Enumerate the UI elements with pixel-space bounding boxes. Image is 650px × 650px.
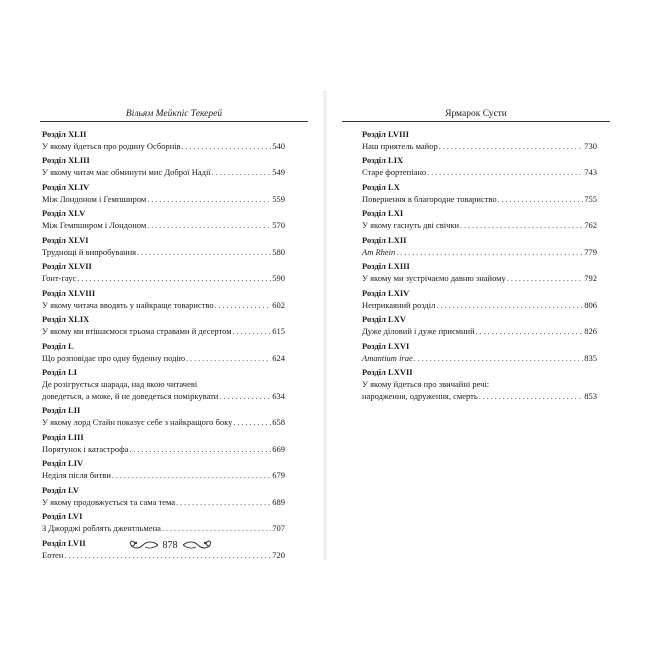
dot-leader xyxy=(129,443,271,456)
chapter-description xyxy=(42,325,285,338)
chapter-description xyxy=(42,219,285,232)
toc-entry xyxy=(362,287,597,312)
chapter-description-text: Старе фортепіано xyxy=(362,167,427,178)
toc-entry xyxy=(362,234,597,259)
chapter-description xyxy=(42,443,285,456)
dot-leader xyxy=(498,193,584,206)
dot-leader xyxy=(427,166,583,179)
chapter-description-text: Неприкаяний розділ xyxy=(362,299,436,310)
right-header-rule xyxy=(342,121,610,122)
chapter-title: Розділ LXVI xyxy=(362,340,410,351)
dot-leader xyxy=(396,246,583,259)
chapter-page-number: 549 xyxy=(272,167,285,178)
chapter-description xyxy=(362,299,597,312)
chapter-page-number: 835 xyxy=(584,352,597,363)
chapter-description-text: У якому лорд Стайн показує себе з найкращого боку xyxy=(42,417,233,428)
chapter-page-number: 602 xyxy=(272,299,285,310)
toc-entry xyxy=(362,260,597,285)
toc-entry xyxy=(42,287,285,312)
toc-entry xyxy=(42,207,285,232)
dot-leader xyxy=(176,496,271,509)
chapter-page-number: 669 xyxy=(272,443,285,454)
chapter-description-text: доведеться, а може, й не доведеться поміркувати xyxy=(42,390,219,401)
chapter-title: Розділ LVIII xyxy=(362,129,409,139)
dot-leader xyxy=(182,140,272,153)
right-running-head: Ярмарок Суєти xyxy=(445,109,507,119)
chapter-title: Розділ XLVII xyxy=(42,261,92,272)
chapter-description xyxy=(42,390,285,403)
chapter-title: Розділ LX xyxy=(362,181,400,192)
chapter-description-text: Дуже діловий і дуже приємний xyxy=(362,326,475,337)
chapter-description-text: Труднощі й випробування xyxy=(42,246,137,257)
chapter-page-number: 634 xyxy=(272,390,285,401)
chapter-title: Розділ XLV xyxy=(42,208,86,219)
chapter-page-number: 730 xyxy=(584,141,597,151)
toc-entry xyxy=(362,181,597,206)
chapter-description-text: З Джорджі роблять джентльмена xyxy=(42,523,161,534)
chapter-description xyxy=(42,496,285,509)
chapter-description-text: Між Лондоном і Гемпширом xyxy=(42,193,147,204)
dot-leader xyxy=(476,325,584,338)
chapter-title: Розділ LXV xyxy=(362,314,406,325)
chapter-page-number: 707 xyxy=(272,523,285,534)
chapter-description xyxy=(362,166,597,179)
dot-leader xyxy=(162,522,271,535)
chapter-description xyxy=(42,140,285,153)
toc-entry xyxy=(42,128,285,153)
chapter-description-text: Між Гемпширом і Лондоном xyxy=(42,220,147,231)
chapter-page-number: 570 xyxy=(272,220,285,231)
chapter-description-text: Неділя після битви xyxy=(42,470,111,481)
chapter-page-number: 853 xyxy=(584,390,597,401)
chapter-description xyxy=(42,166,285,179)
toc-entry xyxy=(362,340,597,365)
chapter-title: Розділ LV xyxy=(42,484,80,495)
toc-entry xyxy=(42,366,285,403)
chapter-page-number: 743 xyxy=(584,167,597,178)
chapter-title: Розділ XLVIII xyxy=(42,287,96,298)
dot-leader xyxy=(215,299,272,312)
dot-leader xyxy=(507,272,583,285)
chapter-title: Розділ XLIII xyxy=(42,155,90,166)
chapter-title: Розділ XLIV xyxy=(42,181,90,192)
chapter-description xyxy=(362,390,597,403)
dot-leader xyxy=(439,140,584,153)
chapter-description xyxy=(362,246,597,259)
dot-leader xyxy=(479,390,584,403)
ornament-right-icon xyxy=(182,538,214,552)
chapter-page-number: 792 xyxy=(584,273,597,284)
toc-entry xyxy=(42,431,285,456)
left-header-rule xyxy=(40,121,308,122)
chapter-description xyxy=(362,193,597,206)
toc-entry xyxy=(42,313,285,338)
chapter-description xyxy=(42,352,285,365)
chapter-title: Розділ LXVII xyxy=(362,366,413,377)
ornament-left-icon xyxy=(127,538,159,552)
dot-leader xyxy=(77,272,271,285)
toc-entry xyxy=(362,313,597,338)
dot-leader xyxy=(233,416,271,429)
toc-entry xyxy=(362,154,597,179)
chapter-description-text: У якому ми зустрічаємо давню знайому xyxy=(362,273,506,284)
dot-leader xyxy=(436,299,583,312)
page-number: 878 xyxy=(162,539,178,551)
toc-entry xyxy=(42,340,285,365)
chapter-title: Розділ LVI xyxy=(42,511,83,522)
chapter-page-number: 615 xyxy=(272,326,285,337)
chapter-description-text: Am Rhein xyxy=(362,246,396,257)
chapter-description-text: Порятунок і катастрофа xyxy=(42,443,129,454)
toc-entry xyxy=(42,457,285,482)
toc-entry xyxy=(42,510,285,535)
dot-leader xyxy=(233,325,272,338)
chapter-description-text: У якому ми втішаємося трьома стравами й десертом xyxy=(42,326,232,337)
chapter-description xyxy=(42,193,285,206)
left-toc xyxy=(42,128,285,563)
toc-entry xyxy=(42,181,285,206)
chapter-page-number: 658 xyxy=(272,417,285,428)
chapter-description-text: У якому йдеться про родину Осборнів xyxy=(42,141,181,151)
left-running-head: Вільям Мейкпіс Текерей xyxy=(125,109,223,119)
chapter-description-text: Наш приятель майор xyxy=(362,141,438,151)
chapter-description xyxy=(42,246,285,259)
dot-leader xyxy=(186,352,271,365)
chapter-description xyxy=(42,299,285,312)
chapter-page-number: 689 xyxy=(272,496,285,507)
right-page xyxy=(325,0,650,650)
chapter-title: Розділ LVII xyxy=(42,537,86,548)
chapter-description-text: У якому читача вводять у найкраще товариство xyxy=(42,299,214,310)
chapter-title: Розділ XLII xyxy=(42,129,87,139)
dot-leader xyxy=(112,469,271,482)
chapter-title: Розділ XLVI xyxy=(42,234,89,245)
toc-entry xyxy=(42,484,285,509)
toc-entry xyxy=(42,234,285,259)
toc-entry xyxy=(42,154,285,179)
chapter-page-number: 720 xyxy=(272,549,285,560)
chapter-title: Розділ LXII xyxy=(362,234,407,245)
chapter-title: Розділ XLIX xyxy=(42,314,90,325)
dot-leader xyxy=(460,219,583,232)
chapter-page-number: 624 xyxy=(272,352,285,363)
chapter-description-text: Еотен xyxy=(42,549,64,560)
folio xyxy=(120,535,220,555)
chapter-description xyxy=(362,140,597,153)
dot-leader xyxy=(147,219,271,232)
chapter-description xyxy=(362,325,597,338)
dot-leader xyxy=(219,390,271,403)
chapter-description-line: Де розігрується шарада, над якою читачеві xyxy=(42,378,198,389)
chapter-title: Розділ LIII xyxy=(42,431,84,442)
chapter-description-text: Повернення в благородне товариство xyxy=(362,193,497,204)
chapter-page-number: 806 xyxy=(584,299,597,310)
chapter-title: Розділ LI xyxy=(42,366,78,377)
chapter-title: Розділ LII xyxy=(42,405,81,416)
chapter-page-number: 590 xyxy=(272,273,285,284)
chapter-description xyxy=(362,272,597,285)
dot-leader xyxy=(414,352,583,365)
dot-leader xyxy=(137,246,271,259)
chapter-description xyxy=(42,416,285,429)
chapter-page-number: 826 xyxy=(584,326,597,337)
right-toc xyxy=(362,128,597,404)
chapter-description-text: У якому читач має обминути мис Доброї Надії xyxy=(42,167,211,178)
toc-entry xyxy=(42,260,285,285)
chapter-description-text: Amantium irae xyxy=(362,352,413,363)
chapter-description-line: У якому йдеться про звичайні речі: xyxy=(362,378,490,389)
chapter-description-text: Гонт-гаус xyxy=(42,273,77,284)
chapter-page-number: 755 xyxy=(584,193,597,204)
chapter-title: Розділ L xyxy=(42,340,74,351)
chapter-page-number: 679 xyxy=(272,470,285,481)
chapter-description-text: народження, одруження, смерть xyxy=(362,390,478,401)
chapter-page-number: 762 xyxy=(584,220,597,231)
chapter-page-number: 580 xyxy=(272,246,285,257)
chapter-description-text: Що розповідає про одну буденну подію xyxy=(42,352,186,363)
chapter-description-text: У якому гаснуть дві свічки xyxy=(362,220,460,231)
chapter-description xyxy=(362,219,597,232)
toc-entry xyxy=(362,207,597,232)
chapter-page-number: 779 xyxy=(584,246,597,257)
chapter-page-number: 540 xyxy=(272,141,285,151)
chapter-description xyxy=(42,469,285,482)
chapter-description xyxy=(362,352,597,365)
chapter-title: Розділ LXI xyxy=(362,208,404,219)
toc-entry xyxy=(362,366,597,403)
chapter-page-number: 559 xyxy=(272,193,285,204)
toc-entry xyxy=(362,128,597,153)
chapter-description-text: У якому продовжується та сама тема xyxy=(42,496,176,507)
chapter-title: Розділ LIV xyxy=(42,458,84,469)
dot-leader xyxy=(212,166,272,179)
toc-entry xyxy=(42,404,285,429)
chapter-title: Розділ LXIV xyxy=(362,287,410,298)
chapter-description xyxy=(42,272,285,285)
chapter-description xyxy=(42,522,285,535)
dot-leader xyxy=(147,193,271,206)
chapter-title: Розділ LIX xyxy=(362,155,404,166)
chapter-title: Розділ LXIII xyxy=(362,261,410,272)
